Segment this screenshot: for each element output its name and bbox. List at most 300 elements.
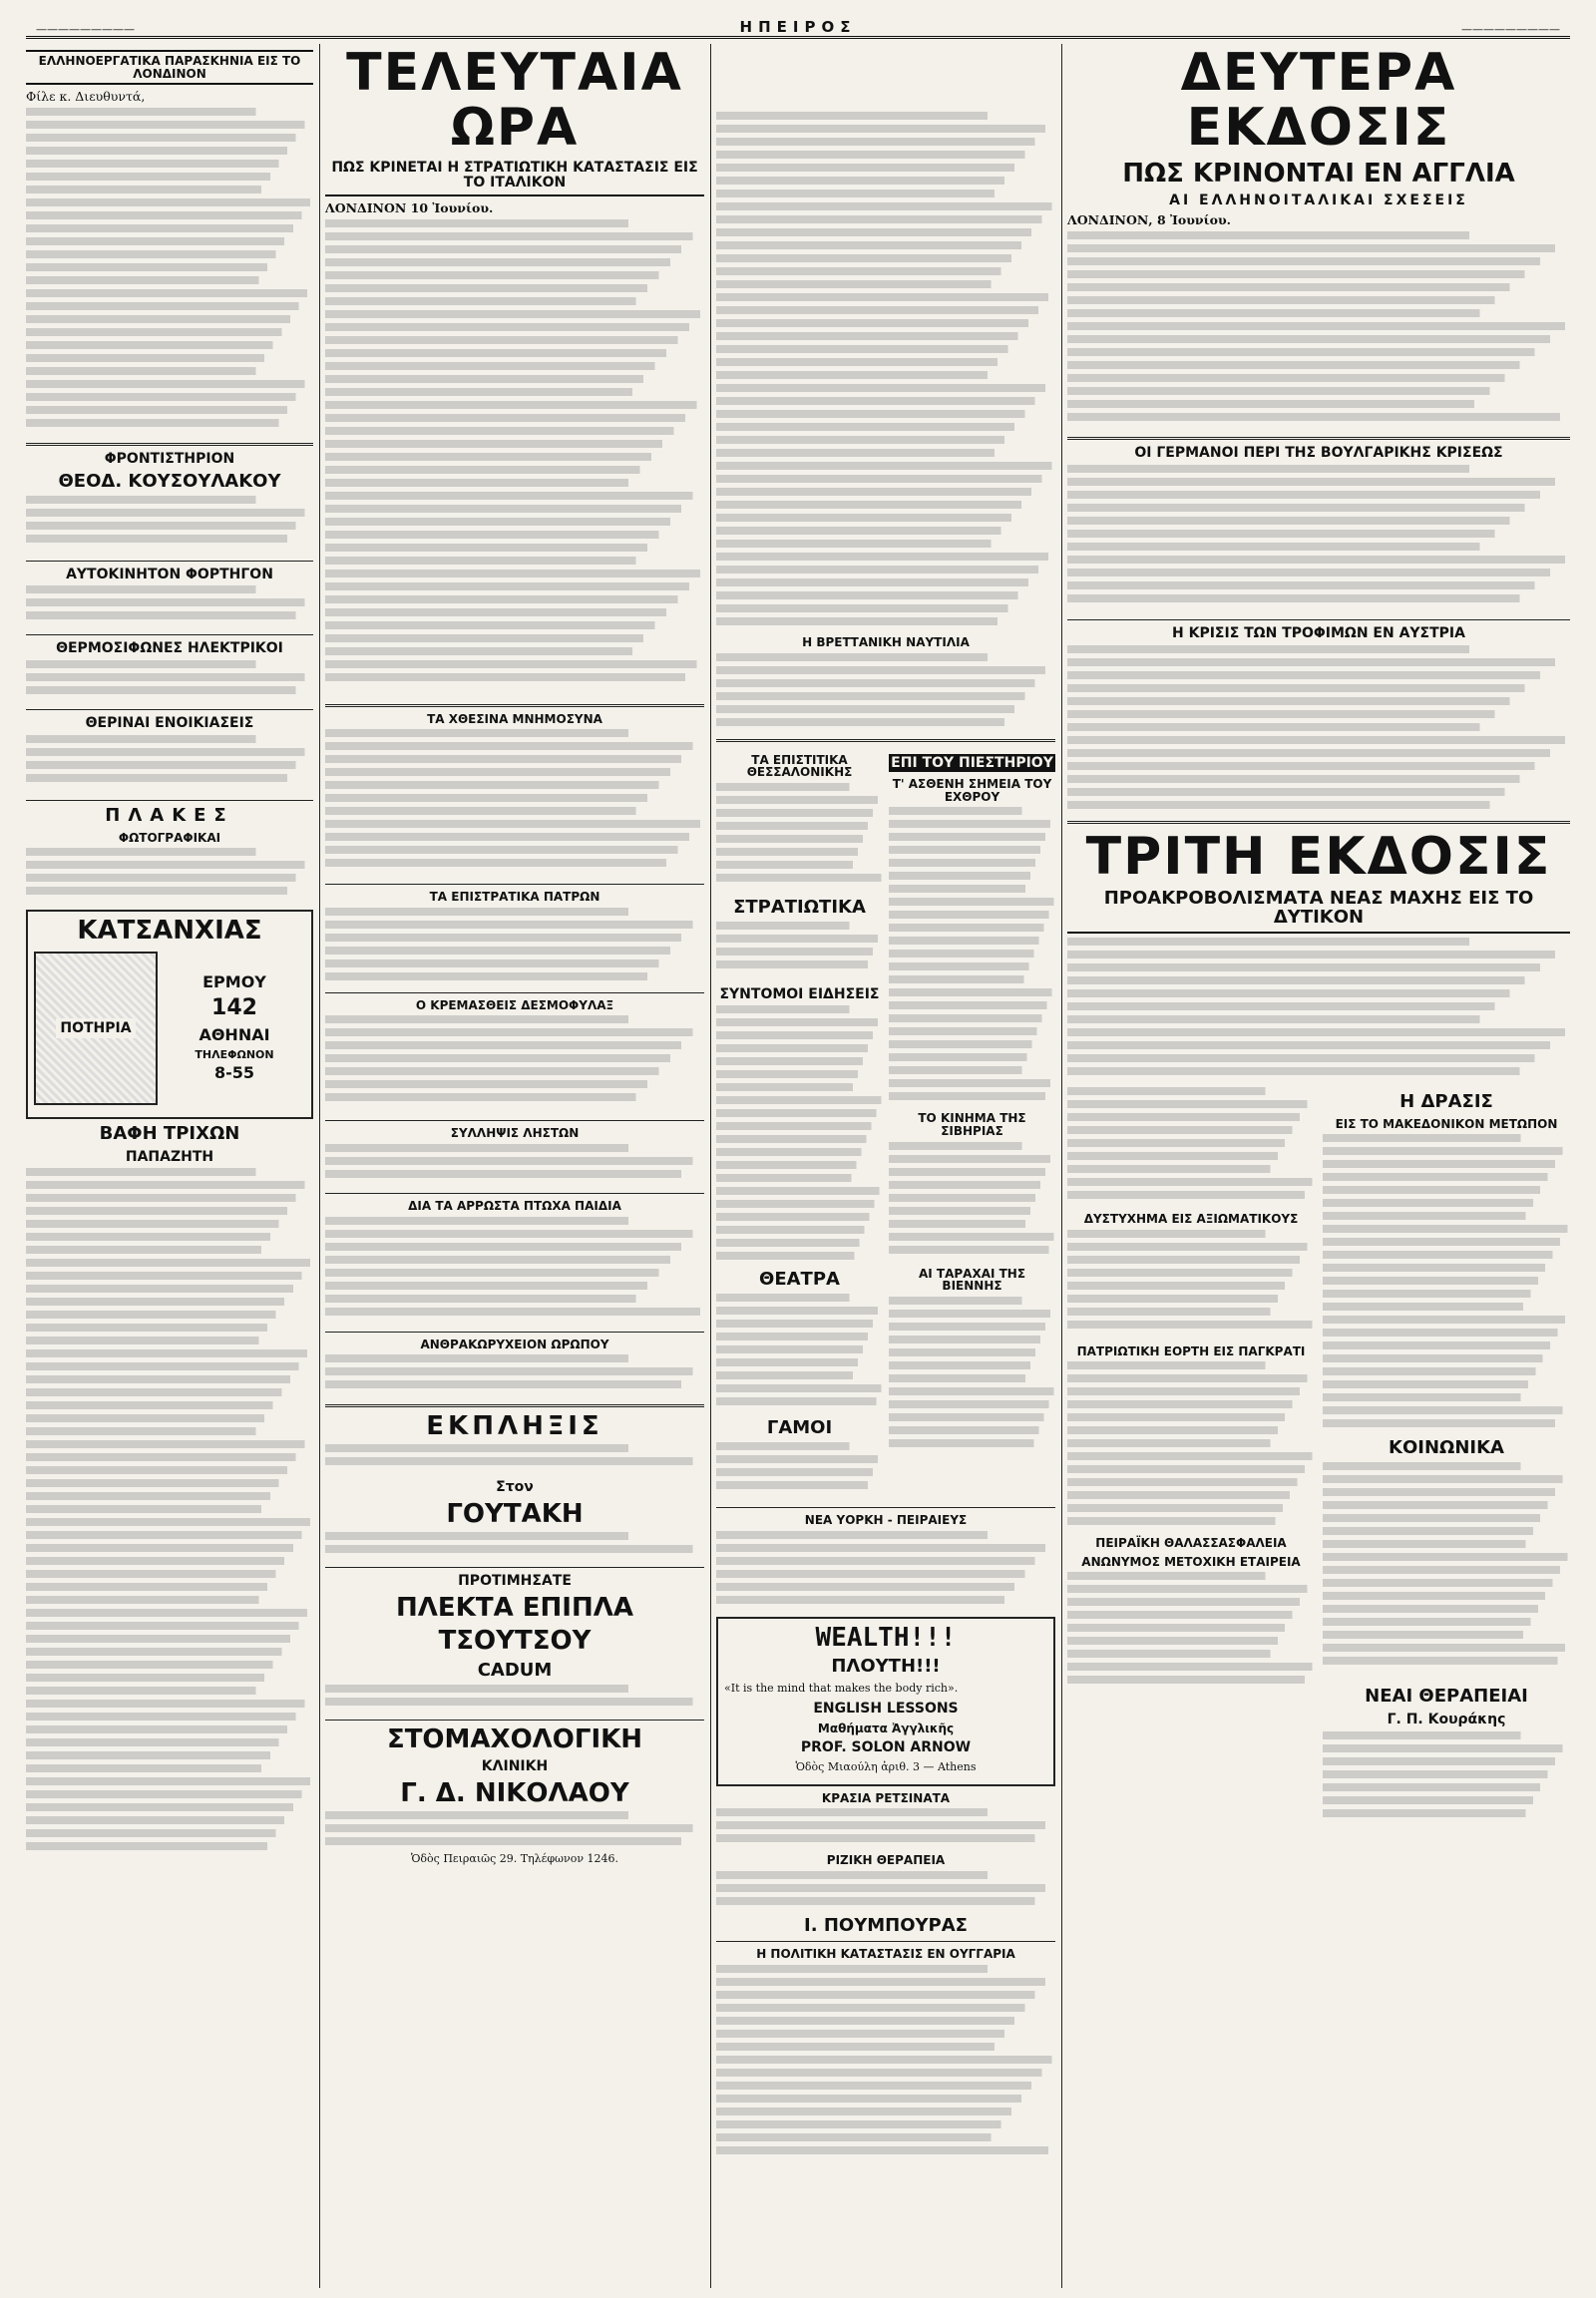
text-line <box>1067 1295 1315 1303</box>
ad-address: Ὁδὸς Πειραιῶς 29. Τηλέφωνον 1246. <box>410 1851 619 1865</box>
text-line <box>26 224 313 232</box>
article-body-text <box>1067 231 1570 431</box>
text-line <box>889 1066 1055 1074</box>
text-line <box>889 1400 1055 1408</box>
divider <box>1067 821 1570 824</box>
text-line <box>325 1354 704 1362</box>
masthead-right-rule: ————————— <box>1461 23 1560 36</box>
text-line <box>26 496 313 504</box>
text-line <box>716 1294 883 1302</box>
text-line <box>1323 1566 1570 1574</box>
article-body-text <box>1067 1572 1315 1692</box>
text-line <box>325 219 704 227</box>
text-line <box>26 393 313 401</box>
text-line <box>26 1648 313 1656</box>
text-line <box>716 1468 883 1476</box>
article-body-text <box>716 922 883 981</box>
article-intro: Φίλε κ. Διευθυντά, <box>26 89 146 105</box>
divider <box>325 1193 704 1194</box>
dateline: ΛΟΝΔΙΝΟΝ 10 Ἰουνίου. <box>325 199 494 215</box>
text-line <box>26 1816 313 1824</box>
text-line <box>889 1053 1055 1061</box>
text-line <box>716 332 1055 340</box>
masthead-left-rule: ————————— <box>36 23 135 36</box>
text-line <box>1323 1731 1570 1739</box>
text-line <box>1067 348 1570 356</box>
column-rule <box>1061 44 1062 2288</box>
text-line <box>325 492 704 500</box>
article-body-text <box>325 908 704 987</box>
text-line <box>716 1897 1055 1905</box>
ad-phone: 8-55 <box>213 1062 255 1082</box>
ad-brand: CADUM <box>477 1659 553 1681</box>
text-line <box>26 1803 313 1811</box>
divider <box>26 443 313 446</box>
text-line <box>1067 283 1570 291</box>
text-line <box>716 475 1055 483</box>
subcolumn-left <box>716 748 883 1503</box>
ad-heading: ΠΡΟΤΙΜΗΣΑΤΕ <box>458 1573 572 1590</box>
text-line <box>325 647 704 655</box>
article-body-text <box>325 1354 704 1398</box>
text-line <box>325 323 704 331</box>
ad-body-text <box>26 496 313 556</box>
text-line <box>325 1295 704 1303</box>
text-line <box>1323 1251 1570 1259</box>
text-line <box>1323 1605 1570 1613</box>
text-line <box>26 585 313 593</box>
text-line <box>1067 543 1570 551</box>
text-line <box>26 1544 313 1552</box>
text-line <box>26 535 313 543</box>
text-line <box>716 215 1055 223</box>
text-line <box>26 1777 313 1785</box>
text-line <box>716 566 1055 574</box>
text-line <box>325 414 704 422</box>
text-line <box>26 1220 313 1228</box>
text-line <box>1067 517 1570 525</box>
text-line <box>716 449 1055 457</box>
section-heading: ΝΕΑΙ ΘΕΡΑΠΕΙΑΙ <box>1365 1686 1528 1708</box>
text-line <box>1323 1212 1570 1220</box>
text-line <box>325 781 704 789</box>
text-line <box>889 1181 1055 1189</box>
divider <box>325 1404 704 1407</box>
text-line <box>1323 1354 1570 1362</box>
text-line <box>1323 1770 1570 1778</box>
text-line <box>716 2133 1055 2141</box>
text-line <box>1323 1419 1570 1427</box>
text-line <box>889 885 1055 893</box>
text-line <box>716 2043 1055 2051</box>
text-line <box>1323 1329 1570 1337</box>
text-line <box>325 794 704 802</box>
text-line <box>26 341 313 349</box>
text-line <box>325 1080 704 1088</box>
text-line <box>1067 723 1570 731</box>
text-line <box>716 1320 883 1328</box>
article-body-text <box>325 729 704 879</box>
text-line <box>716 809 883 817</box>
text-line <box>325 660 704 668</box>
text-line <box>716 960 883 968</box>
section-heading: ΤΑ ΕΠΙΣΤΡΑΤΙΚΑ ΠΑΤΡΩΝ <box>429 890 600 905</box>
text-line <box>1323 1618 1570 1626</box>
ad-body-text <box>26 585 313 629</box>
article-body-text <box>716 1442 883 1502</box>
text-line <box>325 908 704 916</box>
text-line <box>889 1348 1055 1356</box>
text-line <box>1067 697 1570 705</box>
text-line <box>26 1687 313 1695</box>
text-line <box>325 807 704 815</box>
text-line <box>325 742 704 750</box>
text-line <box>325 634 704 642</box>
text-line <box>1067 296 1570 304</box>
column-2 <box>325 44 704 2288</box>
text-line <box>1067 951 1570 958</box>
text-line <box>325 245 704 253</box>
text-line <box>26 1259 313 1267</box>
text-line <box>1323 1186 1570 1194</box>
text-line <box>26 1609 313 1617</box>
text-line <box>716 1005 883 1013</box>
ad-name: ΘΕΟΔ. ΚΟΥΣΟΥΛΑΚΟΥ <box>58 470 281 492</box>
text-line <box>1067 1400 1315 1408</box>
text-line <box>716 1096 883 1104</box>
text-line <box>325 582 704 590</box>
text-line <box>325 608 704 616</box>
text-line <box>325 1054 704 1062</box>
text-line <box>716 1583 1055 1591</box>
katsanchias-ad <box>26 910 313 1118</box>
text-line <box>26 673 313 681</box>
text-line <box>889 1207 1055 1215</box>
ad-heading: ΠΛΑΚΕΣ <box>105 804 234 826</box>
text-line <box>1067 762 1570 770</box>
text-line <box>1323 1592 1570 1600</box>
text-line <box>325 1824 704 1832</box>
text-line <box>1323 1147 1570 1155</box>
text-line <box>716 1358 883 1366</box>
section-heading: ΤΑ ΕΠΙΣΤΙΤΙΚΑ ΘΕΣΣΑΛΟΝΙΚΗΣ <box>746 752 853 780</box>
text-line <box>889 1001 1055 1009</box>
article-body-text <box>1323 1134 1570 1433</box>
text-line <box>325 1170 704 1178</box>
article-body-text <box>325 1015 704 1115</box>
text-line <box>1323 1303 1570 1311</box>
text-line <box>1067 1387 1315 1395</box>
section-heading: ΕΠΙ ΤΟΥ ΠΙΕΣΤΗΡΙΟΥ <box>889 754 1055 773</box>
text-line <box>716 1161 883 1169</box>
text-line <box>1067 244 1570 252</box>
text-line <box>716 2030 1055 2038</box>
text-line <box>1323 1783 1570 1791</box>
text-line <box>26 108 313 116</box>
ad-brand: ΚΑΤΣΑΝΧΙΑΣ <box>77 916 262 947</box>
text-line <box>26 1518 313 1526</box>
newspaper-page <box>26 10 1570 2288</box>
text-line <box>716 1044 883 1052</box>
text-line <box>26 1622 313 1630</box>
text-line <box>1067 710 1570 718</box>
text-line <box>889 1426 1055 1434</box>
article-body-text <box>716 1005 883 1265</box>
article-body-text <box>716 1965 1055 2164</box>
text-line <box>716 241 1055 249</box>
text-line <box>1067 1054 1570 1062</box>
text-line <box>716 1200 883 1208</box>
text-line <box>716 1239 883 1247</box>
main-subheadline: ΑΙ ΕΛΛΗΝΟΙΤΑΛΙΚΑΙ ΣΧΕΣΕΙΣ <box>1169 192 1468 209</box>
section-heading: ΣΥΛΛΗΨΙΣ ΛΗΣΤΩΝ <box>450 1126 580 1141</box>
text-line <box>26 848 313 856</box>
text-line <box>325 729 704 737</box>
text-line <box>26 887 313 895</box>
banner-heading: ΔΕΥΤΕΡΑ ΕΚΔΟΣΙΣ <box>1180 44 1457 158</box>
divider <box>26 800 313 801</box>
text-line <box>26 598 313 606</box>
text-line <box>325 557 704 565</box>
ad-text: Στον <box>496 1479 534 1496</box>
text-line <box>1067 1598 1315 1606</box>
text-line <box>716 604 1055 612</box>
two-subcolumns <box>1067 1087 1570 1831</box>
article-body-text <box>716 1531 1055 1611</box>
text-line <box>716 410 1055 418</box>
text-line <box>26 1842 313 1850</box>
text-line <box>889 1323 1055 1331</box>
text-line <box>716 922 883 930</box>
text-line <box>716 1821 1055 1829</box>
ad-heading: ΘΕΡΙΝΑΙ ΕΝΟΙΚΙΑΣΕΙΣ <box>85 715 254 732</box>
text-line <box>716 553 1055 561</box>
article-body-text <box>1067 645 1570 815</box>
text-line <box>26 1453 313 1461</box>
text-line <box>716 436 1055 444</box>
text-line <box>716 345 1055 353</box>
text-line <box>26 1233 313 1241</box>
text-line <box>325 544 704 552</box>
article-body-text <box>1067 1087 1315 1207</box>
text-line <box>716 2004 1055 2012</box>
text-line <box>325 336 704 344</box>
ad-name: Ι. ΠΟΥΜΠΟΥΡΑΣ <box>804 1915 968 1937</box>
ad-name: PROF. SOLON ARNOW <box>800 1739 972 1756</box>
text-line <box>716 1109 883 1117</box>
text-line <box>325 1243 704 1251</box>
text-line <box>889 898 1055 906</box>
text-line <box>26 147 313 155</box>
text-line <box>1067 938 1570 946</box>
text-line <box>1067 556 1570 564</box>
text-line <box>1067 749 1570 757</box>
ad-image-label: ΠΟΤΗΡΙΑ <box>56 1018 135 1038</box>
text-line <box>1323 1225 1570 1233</box>
article-body-text <box>1323 1462 1570 1682</box>
text-line <box>1067 413 1570 421</box>
text-line <box>889 859 1055 867</box>
text-line <box>1067 491 1570 499</box>
text-line <box>325 349 704 357</box>
article-body-text <box>716 112 1055 630</box>
text-line <box>325 297 704 305</box>
text-line <box>1323 1134 1570 1142</box>
text-line <box>716 591 1055 599</box>
text-line <box>716 2017 1055 2025</box>
text-line <box>325 859 704 867</box>
section-heading: ΑΝΘΡΑΚΩΡΥΧΕΙΟΝ ΩΡΩΠΟΥ <box>420 1337 609 1351</box>
text-line <box>325 1380 704 1388</box>
text-line <box>1323 1264 1570 1272</box>
text-line <box>716 2120 1055 2128</box>
text-line <box>716 822 883 830</box>
text-line <box>716 1031 883 1039</box>
text-line <box>325 1308 704 1316</box>
text-line <box>26 522 313 530</box>
text-line <box>889 924 1055 932</box>
text-line <box>889 1336 1055 1343</box>
text-line <box>716 1187 883 1195</box>
text-line <box>716 1252 883 1260</box>
text-line <box>26 1414 313 1422</box>
text-line <box>1067 1015 1570 1023</box>
text-line <box>1323 1393 1570 1401</box>
text-line <box>889 1040 1055 1048</box>
text-line <box>716 371 1055 379</box>
text-line <box>716 1442 883 1450</box>
text-line <box>1067 1087 1315 1095</box>
text-line <box>716 861 883 869</box>
text-line <box>716 2107 1055 2115</box>
text-line <box>26 1505 313 1513</box>
text-line <box>1067 1100 1315 1108</box>
text-line <box>716 948 883 956</box>
text-line <box>716 1544 1055 1552</box>
text-line <box>1323 1540 1570 1548</box>
text-line <box>1323 1380 1570 1388</box>
text-line <box>325 570 704 577</box>
article-body-text <box>1323 1731 1570 1831</box>
article-heading: ΕΛΛΗΝΟΕΡΓΑΤΙΚΑ ΠΑΡΑΣΚΗΝΙΑ ΕΙΣ ΤΟ ΛΟΝΔΙΝΟΝ <box>26 50 313 85</box>
divider <box>325 1720 704 1721</box>
text-line <box>716 1871 1055 1879</box>
text-line <box>1323 1160 1570 1168</box>
section-heading: ΚΡΑΣΙΑ ΡΕΤΣΙΝΑΤΑ <box>821 1790 951 1805</box>
section-heading: ΤΑ ΧΘΕΣΙΝΑ ΜΝΗΜΟΣΥΝΑ <box>427 711 602 726</box>
text-line <box>889 1310 1055 1318</box>
text-line <box>889 1374 1055 1382</box>
column-rule <box>319 44 320 2288</box>
text-line <box>889 807 1055 815</box>
text-line <box>325 401 704 409</box>
section-heading: ΡΙΖΙΚΗ ΘΕΡΑΠΕΙΑ <box>826 1853 946 1868</box>
ad-body-text <box>716 1871 1055 1911</box>
text-line <box>1067 309 1570 317</box>
text-line <box>716 501 1055 509</box>
section-heading: Η ΒΡΕΤΤΑΝΙΚΗ ΝΑΥΤΙΛΙΑ <box>802 635 970 649</box>
text-line <box>26 611 313 619</box>
text-line <box>1067 1585 1315 1593</box>
article-body-text <box>1067 465 1570 614</box>
text-line <box>889 1297 1055 1305</box>
text-line <box>1067 569 1570 576</box>
section-heading: Ο ΚΡΕΜΑΣΘΕΙΣ ΔΕΣΜΟΦΥΛΑΞ <box>415 997 614 1012</box>
masthead <box>26 10 1570 39</box>
text-line <box>325 921 704 929</box>
text-line <box>1067 1504 1315 1512</box>
ad-heading: ΕΚΠΛΗΞΙΣ <box>426 1411 603 1442</box>
text-line <box>716 1148 883 1156</box>
text-line <box>26 1713 313 1721</box>
text-line <box>26 1285 313 1293</box>
text-line <box>1323 1553 1570 1561</box>
text-line <box>1323 1367 1570 1375</box>
text-line <box>716 1397 883 1405</box>
text-line <box>325 505 704 513</box>
text-line <box>325 1698 704 1706</box>
text-line <box>26 263 313 271</box>
text-line <box>889 1361 1055 1369</box>
text-line <box>1323 1631 1570 1639</box>
divider <box>325 884 704 885</box>
ad-quote: «It is the mind that makes the body rich». <box>724 1681 959 1695</box>
text-line <box>1067 530 1570 538</box>
article-body-text <box>889 1297 1055 1456</box>
text-line <box>1323 1579 1570 1587</box>
divider <box>325 704 704 707</box>
text-line <box>716 358 1055 366</box>
text-line <box>716 1531 1055 1539</box>
ad-address: Ὁδὸς Μιαούλη ἀριθ. 3 — Athens <box>795 1759 977 1773</box>
text-line <box>325 284 704 292</box>
ad-heading: ΠΛΟΥΤΗ!!! <box>831 1656 941 1678</box>
text-line <box>1067 1230 1315 1238</box>
text-line <box>325 621 704 629</box>
subcolumn-right <box>889 748 1055 1503</box>
text-line <box>716 1834 1055 1842</box>
section-heading: ΣΥΝΤΟΜΟΙ ΕΙΔΗΣΕΙΣ <box>719 985 880 1002</box>
section-heading: Η ΚΡΙΣΙΣ ΤΩΝ ΤΡΟΦΙΜΩΝ ΕΝ ΑΥΣΤΡΙΑ <box>1172 624 1465 641</box>
subcolumn-left <box>1067 1087 1315 1831</box>
text-line <box>716 1884 1055 1892</box>
text-line <box>1323 1501 1570 1509</box>
text-line <box>716 1808 1055 1816</box>
text-line <box>716 1481 883 1489</box>
text-line <box>1067 1191 1315 1199</box>
text-line <box>716 783 883 791</box>
article-body-text <box>1067 1230 1315 1340</box>
text-line <box>716 254 1055 262</box>
divider <box>26 561 313 562</box>
text-line <box>26 160 313 168</box>
text-line <box>1067 1113 1315 1121</box>
ad-body-text <box>325 1532 704 1562</box>
text-line <box>1067 1308 1315 1316</box>
text-line <box>26 748 313 756</box>
section-heading: ΠΕΙΡΑΪΚΗ ΘΑΛΑΣΣΑΣΦΑΛΕΙΑ <box>1095 1536 1287 1551</box>
text-line <box>325 1256 704 1264</box>
text-line <box>716 1371 883 1379</box>
text-line <box>716 293 1055 301</box>
section-heading: Η ΠΟΛΙΤΙΚΗ ΚΑΤΑΣΤΑΣΙΣ ΕΝ ΟΥΓΓΑΡΙΑ <box>756 1946 1015 1961</box>
text-line <box>1067 1413 1315 1421</box>
text-line <box>26 1661 313 1669</box>
text-line <box>889 1220 1055 1228</box>
text-line <box>716 1978 1055 1986</box>
section-heading: ΓΑΜΟΙ <box>766 1417 833 1439</box>
text-line <box>1067 1426 1315 1434</box>
